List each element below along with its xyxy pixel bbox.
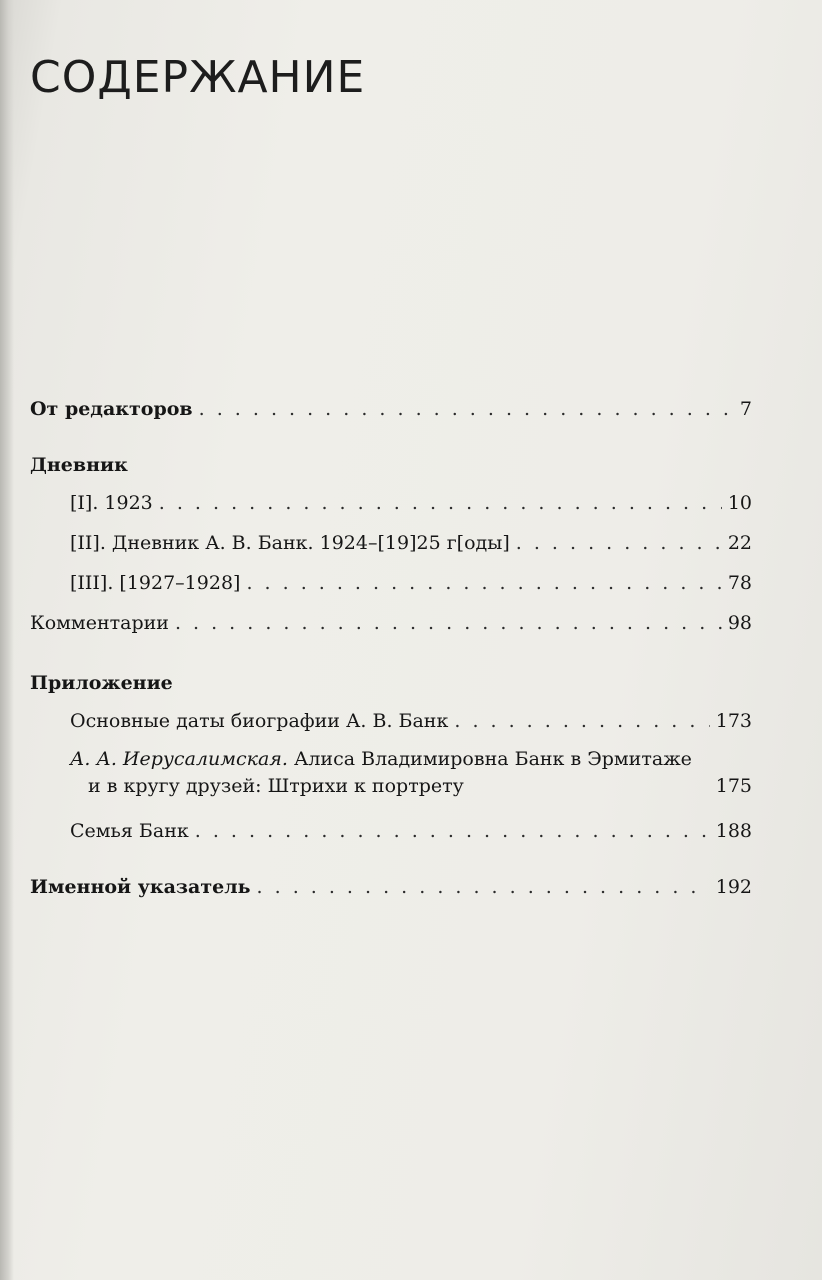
toc-entry-label: [I]. 1923 xyxy=(70,492,153,514)
section-heading-appendix: Приложение xyxy=(30,672,173,694)
toc-page-number: 22 xyxy=(727,532,752,554)
toc-page-number: 98 xyxy=(727,612,752,634)
toc-entry-label: Семья Банк xyxy=(70,820,189,842)
toc-entry-author: А. А. Иерусалимская. xyxy=(70,748,288,770)
toc-page-number: 78 xyxy=(727,572,752,594)
section-heading-diary: Дневник xyxy=(30,454,128,476)
toc-entry-appendix-3 xyxy=(70,818,752,844)
toc-page-number: 7 xyxy=(739,398,752,420)
toc-entry-title: Алиса Владимировна Банк в Эрмитаже xyxy=(287,748,692,770)
dot-leader xyxy=(175,610,722,636)
toc-entry-line-2 xyxy=(70,773,752,800)
toc-page-number: 188 xyxy=(715,820,752,842)
dot-leader xyxy=(516,530,722,556)
toc-entry-label: Именной указатель xyxy=(30,876,251,898)
toc-page-number: 173 xyxy=(715,710,752,732)
dot-leader xyxy=(257,874,710,900)
dot-leader xyxy=(159,490,722,516)
dot-leader xyxy=(246,570,721,596)
toc-entry-label: От редакторов xyxy=(30,398,193,420)
toc-page-number: 175 xyxy=(715,775,752,797)
toc-entry-label: [III]. [1927–1928] xyxy=(70,572,241,594)
toc-entry-diary-3 xyxy=(70,570,752,596)
toc-entry-diary-2 xyxy=(70,530,752,556)
toc-entry-label: [II]. Дневник А. В. Банк. 1924–[19]25 г[оды] xyxy=(70,532,510,554)
toc-page-number: 192 xyxy=(715,876,752,898)
toc-entry-label: Основные даты биографии А. В. Банк xyxy=(70,710,449,732)
dot-leader xyxy=(199,396,734,422)
toc-entry-line-1 xyxy=(70,746,752,773)
toc-entry-appendix-2 xyxy=(70,746,752,800)
dot-leader xyxy=(195,818,710,844)
toc-entry-name-index xyxy=(30,874,752,900)
toc-entry-label: Комментарии xyxy=(30,612,169,634)
toc-entry-title-continued: и в кругу друзей: Штрихи к портрету xyxy=(88,775,464,797)
dot-leader xyxy=(454,708,709,734)
toc-entry-from-editors xyxy=(30,396,752,422)
toc-entry-comments xyxy=(30,610,752,636)
toc-entry-diary-1 xyxy=(70,490,752,516)
toc-page-number: 10 xyxy=(727,492,752,514)
page-title: СОДЕРЖАНИЕ xyxy=(30,52,366,103)
toc-entry-appendix-1 xyxy=(70,708,752,734)
